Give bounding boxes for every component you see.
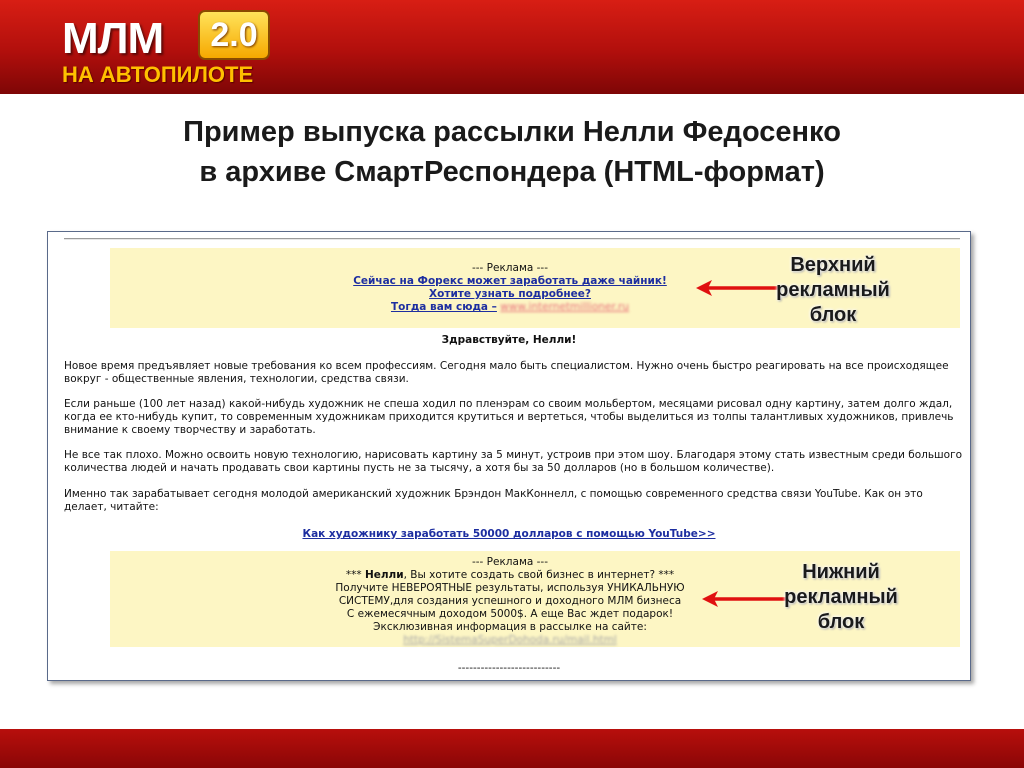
bottom-ad-line3: СИСТЕМУ,для создания успешного и доходного МЛМ бизнеса — [338, 595, 682, 607]
paragraph-1: Новое время предъявляет новые требования ко всем профессиям. Сегодня мало быть специалистом. Нужно очень быстро реагировать на все происходящее вокруг - общественные явления, технологии, средства связи. — [64, 360, 949, 385]
slide-title — [0, 112, 1024, 192]
top-ad-header: --- Реклама --- — [471, 262, 549, 274]
bottom-ad-url[interactable]: http://SistemaSuperDohoda.ru/mail.html — [403, 634, 617, 646]
article-link[interactable]: Как художнику заработать 50000 долларов с помощью YouTube>> — [302, 528, 716, 540]
logo-brand: МЛМ — [62, 14, 164, 63]
greeting: Здравствуйте, Нелли! — [441, 334, 577, 346]
top-ad-link-go[interactable]: Тогда вам сюда – — [390, 301, 497, 313]
callout-top-ad: Верхний рекламный блок — [776, 254, 890, 326]
bottom-ad-header: --- Реклама --- — [471, 556, 549, 568]
bottom-ad-line2: Получите НЕВЕРОЯТНЫЕ результаты, используя УНИКАЛЬНУЮ — [335, 582, 685, 594]
bottom-ad-line5: Эксклюзивная информация в рассылке на сайте: — [373, 621, 647, 633]
slide-title-line1: Пример выпуска рассылки Нелли Федосенко — [183, 116, 841, 148]
bottom-ad-line1: *** Нелли, Вы хотите создать свой бизнес в интернет? *** — [345, 569, 675, 581]
footer-band — [0, 729, 1024, 768]
slide-title-line2: в архиве СмартРеспондера (HTML-формат) — [199, 156, 825, 188]
top-ad-link-forex[interactable]: Сейчас на Форекс может заработать даже чайник! — [353, 275, 667, 287]
footer-dashes: --------------------------- — [457, 662, 561, 674]
top-divider — [64, 238, 960, 240]
paragraph-4: Именно так зарабатывает сегодня молодой американский художник Брэндон МакКоннелл, с помощью современного средства связи YouTube. Как он это делает, читайте: — [64, 488, 923, 513]
bottom-ad-line4: С ежемесячным доходом 5000$. А еще Вас ждет подарок! — [346, 608, 674, 620]
header-band — [0, 0, 1024, 94]
paragraph-2: Если раньше (100 лет назад) какой-нибудь художник не спеша ходил по пленэрам со своим мольбертом, месяцами рисовал одну картину, затем долго ждал, когда ее кто-нибудь купит, то современным художникам приходится крутиться и вертеться, чтобы выделиться из толпы талантливых художников, привлечь внимание к своему творчеству и заработать. — [64, 398, 954, 436]
callout-bottom-ad: Нижний рекламный блок — [784, 561, 898, 633]
top-ad-link-more[interactable]: Хотите узнать подробнее? — [429, 288, 591, 300]
logo-tagline: НА АВТОПИЛОТЕ — [62, 62, 254, 87]
top-ad-url[interactable]: www.internetmillioner.ru — [500, 301, 630, 313]
logo-version-badge: 2.0 — [198, 10, 270, 60]
paragraph-3: Не все так плохо. Можно освоить новую технологию, нарисовать картину за 5 минут, устроив при этом шоу. Благодаря этому стать известным среди большого количества людей и начать продавать свои картины пусть не за тысячу, а хотя бы за 50 долларов (но в большом количестве). — [64, 449, 963, 474]
